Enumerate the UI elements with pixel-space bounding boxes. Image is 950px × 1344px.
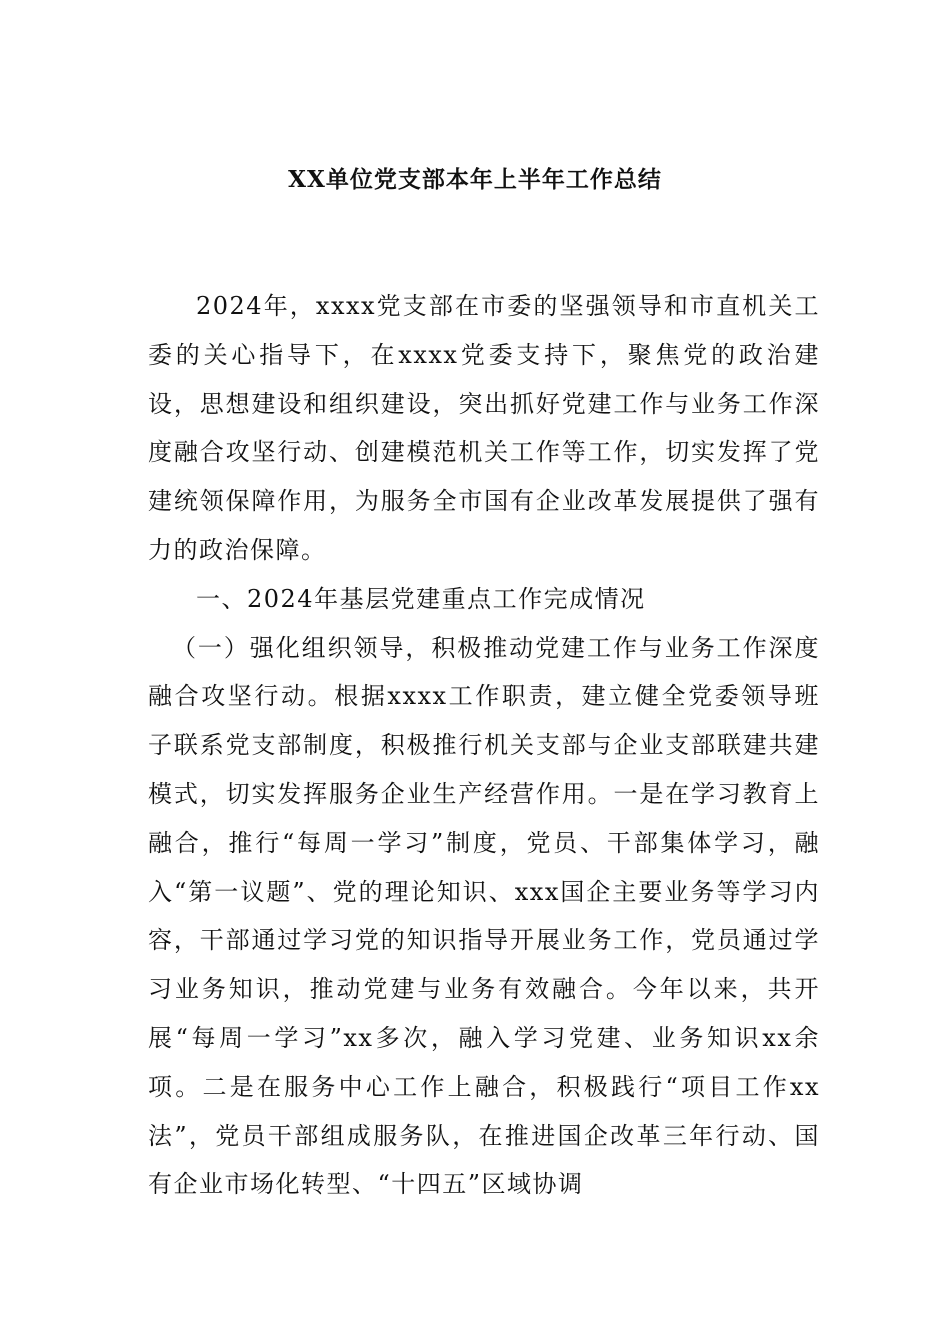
document-body <box>148 282 820 1209</box>
subsection-paragraph: （一）强化组织领导，积极推动党建工作与业务工作深度融合攻坚行动。根据xxxx工作职责，建立健全党委领导班子联系党支部制度，积极推行机关支部与企业支部联建共建模式，切实发挥服务企业生产经营作用。一是在学习教育上融合，推行“每周一学习”制度，党员、干部集体学习，融入“第一议题”、党的理论知识、xxx国企主要业务等学习内容，干部通过学习党的知识指导开展业务工作，党员通过学习业务知识，推动党建与业务有效融合。今年以来，共开展“每周一学习”xx多次，融入学习党建、业务知识xx余项。二是在服务中心工作上融合，积极践行“项目工作xx法”，党员干部组成服务队，在推进国企改革三年行动、国有企业市场化转型、“十四五”区域协调 <box>148 633 820 1199</box>
document-title: XX单位党支部本年上半年工作总结 <box>288 166 662 193</box>
intro-paragraph: 2024年，xxxx党支部在市委的坚强领导和市直机关工委的关心指导下，在xxxx党委支持下，聚焦党的政治建设，思想建设和组织建设，突出抓好党建工作与业务工作深度融合攻坚行动、创建模范机关工作等工作，切实发挥了党建统领保障作用，为服务全市国有企业改革发展提供了强有力的政治保障。 <box>148 292 820 564</box>
section-heading: 一、2024年基层党建重点工作完成情况 <box>196 584 646 613</box>
